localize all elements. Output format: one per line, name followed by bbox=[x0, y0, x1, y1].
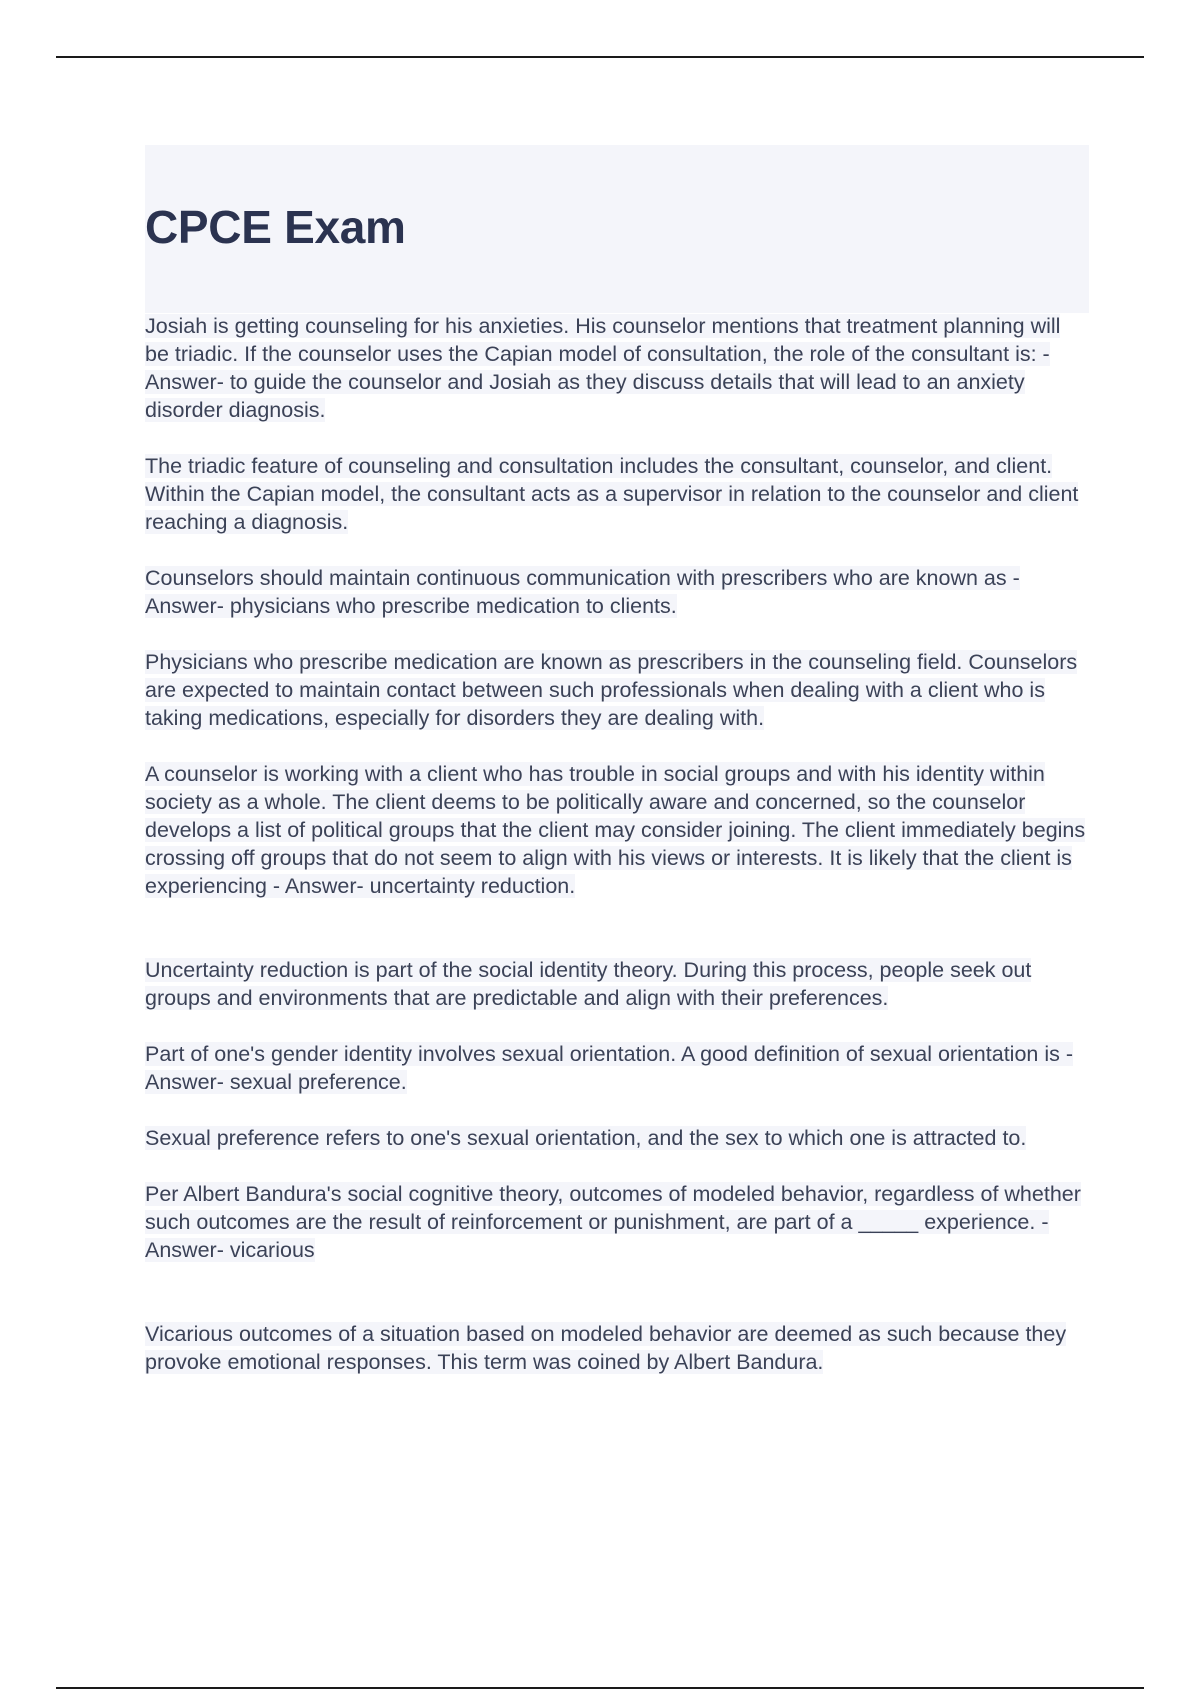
paragraph-2 bbox=[145, 452, 1090, 536]
paragraph-10 bbox=[145, 1320, 1090, 1376]
paragraph-9 bbox=[145, 1180, 1090, 1264]
top-rule bbox=[56, 56, 1144, 58]
paragraph-4-text: Physicians who prescribe medication are known as prescribers in the counseling field. Counselors are expected to maintain contact between such professionals when dealing with a client who is taking medications, especially for disorders they are dealing with. bbox=[145, 650, 1078, 730]
spacer bbox=[145, 620, 1090, 648]
paragraph-1-text: Josiah is getting counseling for his anxieties. His counselor mentions that treatment planning will be triadic. If the counselor uses the Capian model of consultation, the role of the consultant is: - Answer- to guide the counselor and Josiah as they discuss details that will lead to an anxiety disorder diagnosis. bbox=[145, 314, 1061, 422]
paragraph-5 bbox=[145, 760, 1090, 900]
spacer bbox=[145, 536, 1090, 564]
paragraph-7 bbox=[145, 1040, 1090, 1096]
paragraph-1 bbox=[145, 312, 1090, 424]
paragraph-5-text: A counselor is working with a client who has trouble in social groups and with his identity within society as a whole. The client deems to be politically aware and concerned, so the counselor develops a list of political groups that the client may consider joining. The client immediately begins crossing off groups that do not seem to align with his views or interests. It is likely that the client is experiencing - Answer- uncertainty reduction. bbox=[145, 762, 1086, 898]
paragraph-7-text: Part of one's gender identity involves sexual orientation. A good definition of sexual orientation is - Answer- sexual preference. bbox=[145, 1042, 1073, 1094]
bottom-rule bbox=[56, 1687, 1144, 1689]
paragraph-10-text: Vicarious outcomes of a situation based on modeled behavior are deemed as such because they provoke emotional responses. This term was coined by Albert Bandura. bbox=[145, 1322, 1067, 1374]
paragraph-3-text: Counselors should maintain continuous communication with prescribers who are known as - Answer- physicians who prescribe medication to clients. bbox=[145, 566, 1020, 618]
paragraph-6 bbox=[145, 956, 1090, 1012]
spacer bbox=[145, 1152, 1090, 1180]
spacer bbox=[145, 424, 1090, 452]
paragraph-3 bbox=[145, 564, 1090, 620]
spacer bbox=[145, 900, 1090, 956]
spacer bbox=[145, 1012, 1090, 1040]
document-body bbox=[145, 312, 1090, 1376]
paragraph-8-text: Sexual preference refers to one's sexual orientation, and the sex to which one is attracted to. bbox=[145, 1126, 1027, 1150]
paragraph-2-text: The triadic feature of counseling and consultation includes the consultant, counselor, and client. Within the Capian model, the consultant acts as a supervisor in relation to the counselor and client reaching a diagnosis. bbox=[145, 454, 1079, 534]
spacer bbox=[145, 732, 1090, 760]
page-title: CPCE Exam bbox=[145, 201, 406, 253]
paragraph-6-text: Uncertainty reduction is part of the social identity theory. During this process, people seek out groups and environments that are predictable and align with their preferences. bbox=[145, 958, 1032, 1010]
paragraph-4 bbox=[145, 648, 1090, 732]
paragraph-9-text: Per Albert Bandura's social cognitive theory, outcomes of modeled behavior, regardless of whether such outcomes are the result of reinforcement or punishment, are part of a _____ experience. - Answer- vicarious bbox=[145, 1182, 1081, 1262]
paragraph-8 bbox=[145, 1124, 1090, 1152]
spacer bbox=[145, 1264, 1090, 1320]
spacer bbox=[145, 1096, 1090, 1124]
